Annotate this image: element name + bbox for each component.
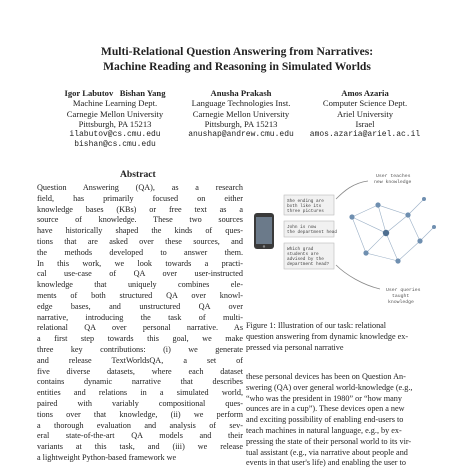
- figure-1-illustration: [248, 165, 444, 311]
- text-line: relational QA over personal narrative. As: [37, 323, 243, 333]
- bubble-text: Which grad: [287, 247, 314, 252]
- text-line: ounces are in a cup”). These devices open a new: [246, 404, 405, 414]
- bubble-text: advised by the: [287, 257, 324, 262]
- abstract-heading: Abstract: [120, 169, 156, 180]
- author-affiliation: Israel: [355, 119, 375, 130]
- bubble-text: She ending are: [287, 199, 324, 204]
- title-line-2: Machine Reading and Reasoning in Simulated Worlds: [103, 60, 371, 73]
- text-line: and exciting possibility of enabling end-users to: [246, 415, 404, 425]
- title-line-1: Multi-Relational Question Answering from Narratives:: [100, 45, 374, 58]
- text-line: knowledge that uniquely combines ele-: [37, 280, 243, 290]
- author-affiliation: Language Technologies Inst.: [191, 98, 291, 109]
- author-email[interactable]: anushap@andrew.cmu.edu: [188, 129, 294, 139]
- arrow-icon: [336, 265, 380, 289]
- author-block-1: [50, 88, 180, 150]
- text-line: a thorough evaluation and analysis of sev-: [37, 420, 243, 430]
- chat-bubbles: [284, 195, 337, 269]
- author-names: Anusha Prakash: [210, 88, 272, 98]
- figure-caption: [246, 321, 446, 353]
- text-line: knowledge bases (KBs) or free text as a: [37, 204, 243, 214]
- author-affiliation: Computer Science Dept.: [322, 98, 408, 109]
- author-email[interactable]: bishan@cs.cmu.edu: [74, 140, 156, 150]
- bubble-text: the department head: [287, 230, 338, 235]
- figure-label-bottom: taught: [392, 294, 410, 299]
- text-line: edge bases, and unstructured QA over: [37, 301, 243, 311]
- text-line: Question Answering (QA), as a research: [37, 183, 243, 192]
- text-line: teach machines in natural language, e.g., by ex-: [246, 425, 402, 435]
- bubble-text: both like its: [287, 204, 322, 209]
- bubble-text: department head?: [287, 262, 330, 267]
- bubble-text: John is now: [287, 225, 316, 230]
- figure-label-bottom: knowledge: [388, 300, 414, 305]
- author-affiliation: Machine Learning Dept.: [72, 98, 158, 109]
- figure-label-top: User teaches: [376, 174, 411, 179]
- author-block-2: [182, 88, 300, 140]
- text-line: ments of both structured QA over knowl-: [37, 290, 243, 300]
- abstract-body: [37, 183, 243, 464]
- text-line: swering (QA) over general world-knowledge (e.g.,: [246, 382, 413, 392]
- figure-label-top: new knowledge: [374, 180, 412, 185]
- text-line: three key contributions: (i) we generate: [37, 344, 243, 354]
- text-line: field, has primarily focused on either: [37, 193, 243, 203]
- text-line: tions that are asked over these sources, and: [37, 236, 243, 246]
- text-line: these personal devices has been on Question An-: [246, 372, 406, 381]
- author-names: Igor Labutov Bishan Yang: [64, 88, 166, 98]
- author-affiliation: Carnegie Mellon University: [66, 108, 164, 119]
- author-affiliation: Pittsburgh, PA 15213: [204, 119, 278, 130]
- text-line: pressing the state of their personal world to its vir-: [246, 436, 412, 446]
- text-line: variants at this task, and (iii) we release: [37, 442, 243, 452]
- text-line: tions over that knowledge, (ii) we perform: [37, 409, 243, 419]
- intro-text-continued: [246, 372, 446, 469]
- text-line: narrative, introducing the task of multi-: [37, 312, 243, 322]
- text-line: entities and relations in a simulated world,: [37, 388, 243, 398]
- author-block-3: [303, 88, 427, 140]
- text-line: have historically shaped the kinds of ques-: [37, 226, 243, 236]
- text-line: paired with variably compositional ques-: [37, 398, 243, 408]
- phone-icon: [254, 213, 274, 249]
- text-line: pressed via personal narrative: [246, 342, 344, 352]
- author-affiliation: Pittsburgh, PA 15213: [78, 119, 152, 130]
- graph-nodes: [349, 197, 436, 264]
- author-affiliation: Carnegie Mellon University: [192, 108, 290, 119]
- arrow-icon: [336, 181, 368, 199]
- author-affiliation: Ariel University: [336, 108, 394, 119]
- text-line: contains dynamic narrative that describes: [37, 377, 243, 387]
- figure-label-bottom: User queries: [386, 288, 421, 293]
- text-line: source of knowledge. These two sources: [37, 215, 243, 225]
- text-line: eral state-of-the-art QA models and their: [37, 431, 243, 441]
- text-line: and release TextWorldsQA, a set of: [37, 355, 243, 365]
- text-line: Figure 1: Illustration of our task: relational: [246, 321, 387, 330]
- text-line: events in that user's life) and enabling the user to: [246, 458, 406, 468]
- bubble-text: students are: [287, 252, 319, 257]
- text-line: “who was the president in 1980” or “how many: [246, 393, 402, 403]
- text-line: tual assistant (e.g., via narrative about people and: [246, 447, 408, 457]
- text-line: a lightweight Python-based framework we: [37, 452, 177, 462]
- author-email[interactable]: ilabutov@cs.cmu.edu: [69, 129, 161, 139]
- text-line: cal use-case of QA over user-instructed: [37, 269, 243, 279]
- author-names: Amos Azaria: [341, 88, 389, 98]
- paper-title: [0, 44, 474, 74]
- text-line: In this work, we look towards a practi-: [37, 258, 243, 268]
- bubble-text: three pictures: [287, 209, 324, 214]
- text-line: question answering from dynamic knowledge ex-: [246, 331, 409, 341]
- text-line: five diverse datasets, where each dataset: [37, 366, 243, 376]
- text-line: a first step towards this goal, we make: [37, 334, 243, 344]
- text-line: the methods developed to answer them.: [37, 247, 243, 257]
- author-email[interactable]: amos.azaria@ariel.ac.il: [309, 129, 421, 139]
